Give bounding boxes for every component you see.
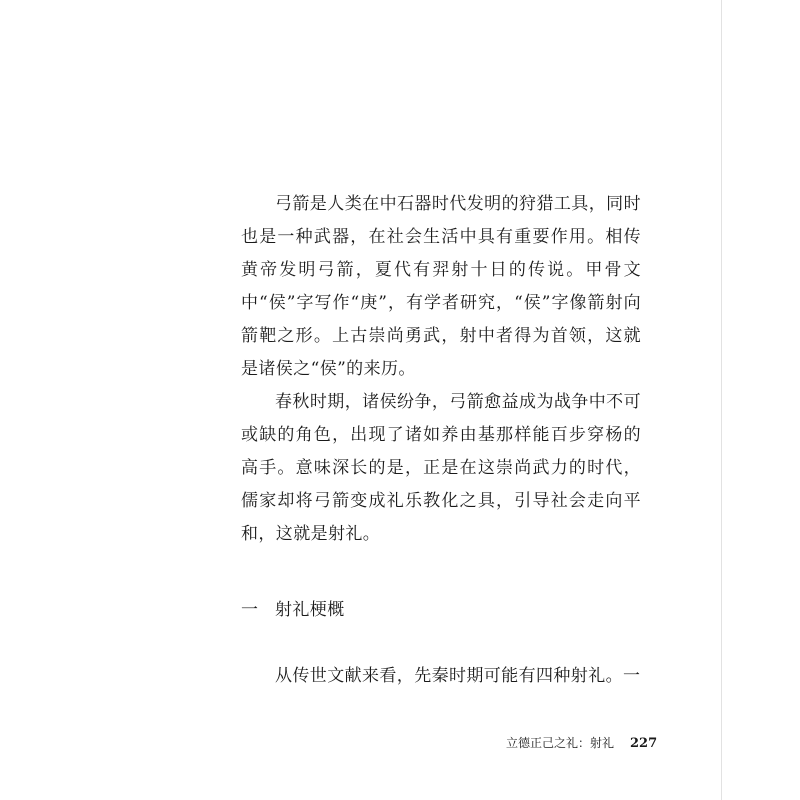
body-text	[241, 188, 641, 551]
page-number: 227	[630, 736, 658, 751]
paragraph-2: 春秋时期，诸侯纷争，弓箭愈益成为战争中不可或缺的角色，出现了诸如养由基那样能百步穿杨的高手。意味深长的是，正是在这崇尚武力的时代，儒家却将弓箭变成礼乐教化之具，引导社会走向平和，这就是射礼。	[241, 392, 641, 544]
paragraph-1: 弓箭是人类在中石器时代发明的狩猎工具，同时也是一种武器，在社会生活中具有重要作用。相传黄帝发明弓箭，夏代有羿射十日的传说。甲骨文中“侯”字写作“庚”，有学者研究，“侯”字像箭射向箭靶之形。上古崇尚勇武，射中者得为首领，这就是诸侯之“侯”的来历。	[241, 194, 641, 379]
running-title: 立德正己之礼：射礼	[506, 736, 615, 750]
section-heading	[241, 594, 345, 627]
section-number: 一	[241, 600, 259, 620]
page-footer	[506, 733, 657, 754]
body-text-continued	[241, 660, 641, 693]
paragraph-3: 从传世文献来看，先秦时期可能有四种射礼。一	[275, 666, 641, 686]
section-title: 射礼梗概	[275, 600, 345, 620]
page-edge-line	[721, 0, 722, 800]
